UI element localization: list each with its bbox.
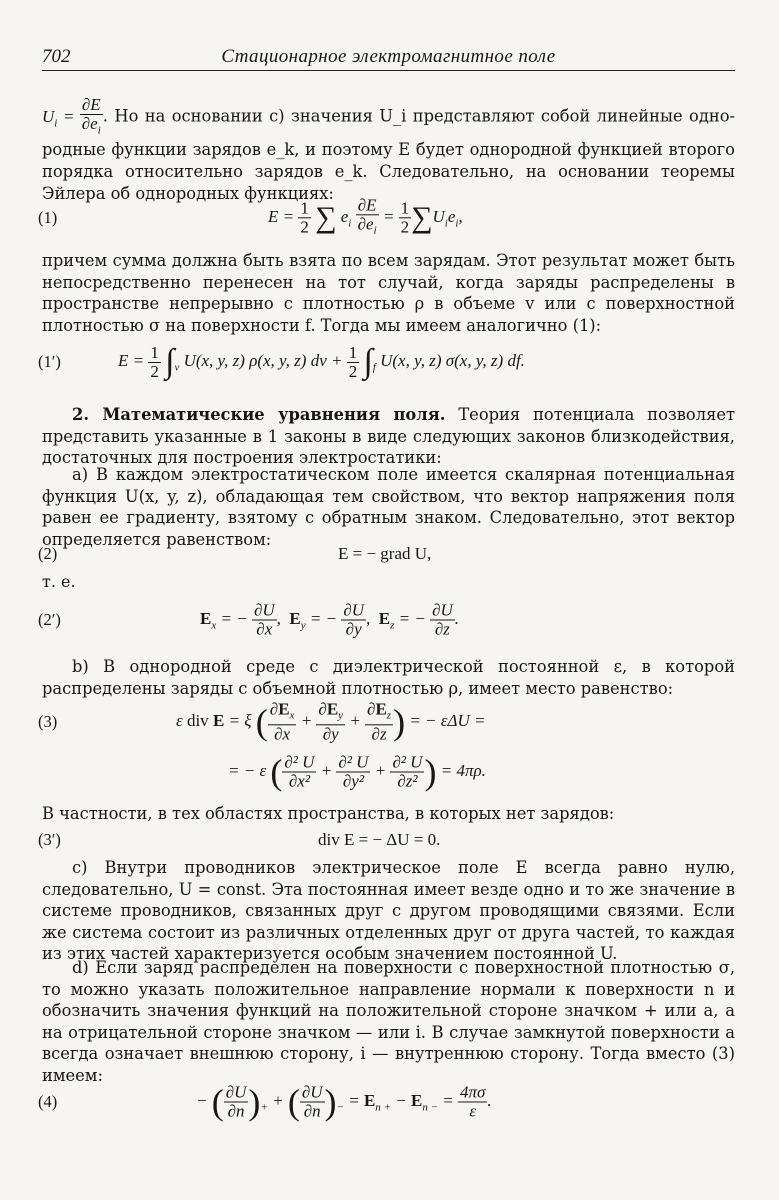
paragraph-intro [42, 96, 735, 204]
equation-2-number: (2) [38, 544, 58, 563]
section-2 [42, 404, 735, 469]
equation-1-body: E = $\frac{1}{2}$ ∑ $e_i$ $\frac{\partial E}{\partial e_i}$ = $\frac{1}{2}$ $\sum U_ie_i$, [268, 195, 463, 237]
running-title: Стационарное электромагнитное поле [221, 46, 556, 67]
running-header [42, 44, 735, 71]
equation-2 [0, 537, 779, 571]
equation-4-body: − ( $\frac{\partial U}{\partial n}$ )$_+$ + ( $\frac{\partial U}{\partial n}$ )$_- = E_{n +} - E_{n -}$ = $\frac{4\pi\sigma}{\varepsilon}$ . [196, 1082, 492, 1122]
equation-2-prime-number: (2′) [38, 610, 61, 629]
equation-3-cont [0, 750, 779, 794]
equation-2-prime [0, 598, 779, 642]
paragraph-intro-text: . Но на основании c) значения U_i представляют собой линейные одно-родные функции зарядов e_k, и поэтому E будет однородной функцией второго порядка относительно зарядов e_k. Следовательно, на основании теоремы Эйлера об однородных функциях: [42, 106, 735, 203]
equation-1-number: (1) [38, 208, 58, 227]
inline-formula-ui: $U_i$ = $\frac{\partial E}{\partial e_i}$ [42, 95, 101, 137]
paragraph-a-text: a) В каждом электростатическом поле имеется скалярная потенциальная функция U(x, y, z), обладающая тем свойством, что вектор напряжения поля равен ее градиенту, взятому с обратным знаком. Следовательно, этот вектор определяется равенством: [42, 465, 735, 549]
paragraph-continuous: причем сумма должна быть взята по всем зарядам. Этот результат может быть непосредственно перенесен на тот случай, когда заряды распределены в пространстве непрерывно с плотностью ρ в объеме v или с поверхностной плотностью σ на поверхности f. Тогда мы имеем аналогично (1): [42, 251, 735, 335]
equation-1-prime [0, 338, 779, 386]
equation-2-prime-body: $E_x$ = − $\frac{\partial U}{\partial x}$ , $E_y$ = − $\frac{\partial U}{\partial y}$ , $E_z$ = − $\frac{\partial U}{\partial z}$ . [200, 600, 460, 639]
page-number: 702 [42, 46, 71, 67]
equation-3-prime-number: (3′) [38, 830, 61, 849]
equation-2-body: E = − grad U, [338, 544, 432, 563]
equation-4-number: (4) [38, 1092, 58, 1111]
paragraph-d-text: d) Если заряд распределен на поверхности с поверхностной плотностью σ, то можно указать положительное направление нормали к поверхности n и обозначить значения функций на положительной стороне значком + или a, а на отрицательной стороне значком — или i. В случае замкнутой поверхности a всегда означает внешнюю сторону, i — внутреннюю сторону. Тогда вместо (3) имеем: [42, 958, 735, 1085]
equation-3-line-1: ε div E = ξ ( $\frac{\partial E_x}{\partial x}$ + $\frac{\partial E_y}{\partial y}$ + $\frac{\partial E_z}{\partial z}$ ) = − εΔU = [176, 699, 486, 744]
section-2-text: Теория потенциала позволяет представить указанные в 1 законы в виде следующих законов близкодействия, достаточных для построения электростатики: [42, 405, 735, 468]
equation-1-prime-body: E = $\frac{1}{2}$ $\int_v$ U(x, y, z) ρ(x, y, z) dv + $\frac{1}{2}$ $\int_f$ U(x, y, z) σ(x, y, z) df. [118, 342, 525, 381]
paragraph-c [42, 857, 735, 965]
paragraph-c-text: c) Внутри проводников электрическое поле E всегда равно нулю, следовательно, U = const. Эта постоянная имеет везде одно и то же значение в системе проводников, связанных друг с другом проводящими связями. Если же система состоит из различных отделенных друг от друга частей, то каждая из этих частей характеризуется особым значением постоянной U. [42, 858, 735, 964]
equation-3-prime-body: div E = − ΔU = 0. [318, 830, 441, 849]
te-text: т. е. [42, 572, 76, 591]
equation-4 [0, 1076, 779, 1128]
equation-1 [0, 195, 779, 238]
equation-1-prime-number: (1′) [38, 352, 61, 371]
equation-3-line-2: = − ε ( $\frac{\text{∂² U}}{\text{∂x²}}$ + $\frac{\text{∂² U}}{\text{∂y²}}$ + $\frac{\text{∂² U}}{\text{∂z²}}$ ) = 4πρ. [228, 752, 486, 792]
equation-3-number: (3) [38, 712, 58, 731]
equation-3-prime [0, 826, 779, 854]
paragraph-b-text: b) В однородной среде с диэлектрической постоянной ε, в которой распределены заряды с объемной плотностью ρ, имеет место равенство: [42, 657, 735, 698]
equation-3 [0, 700, 779, 744]
paragraph-d [42, 957, 735, 1087]
paragraph-b [42, 656, 735, 699]
section-2-title: 2. Математические уравнения поля. [72, 405, 446, 424]
paragraph-no-charges: В частности, в тех областях пространства, в которых нет зарядов: [42, 804, 615, 823]
